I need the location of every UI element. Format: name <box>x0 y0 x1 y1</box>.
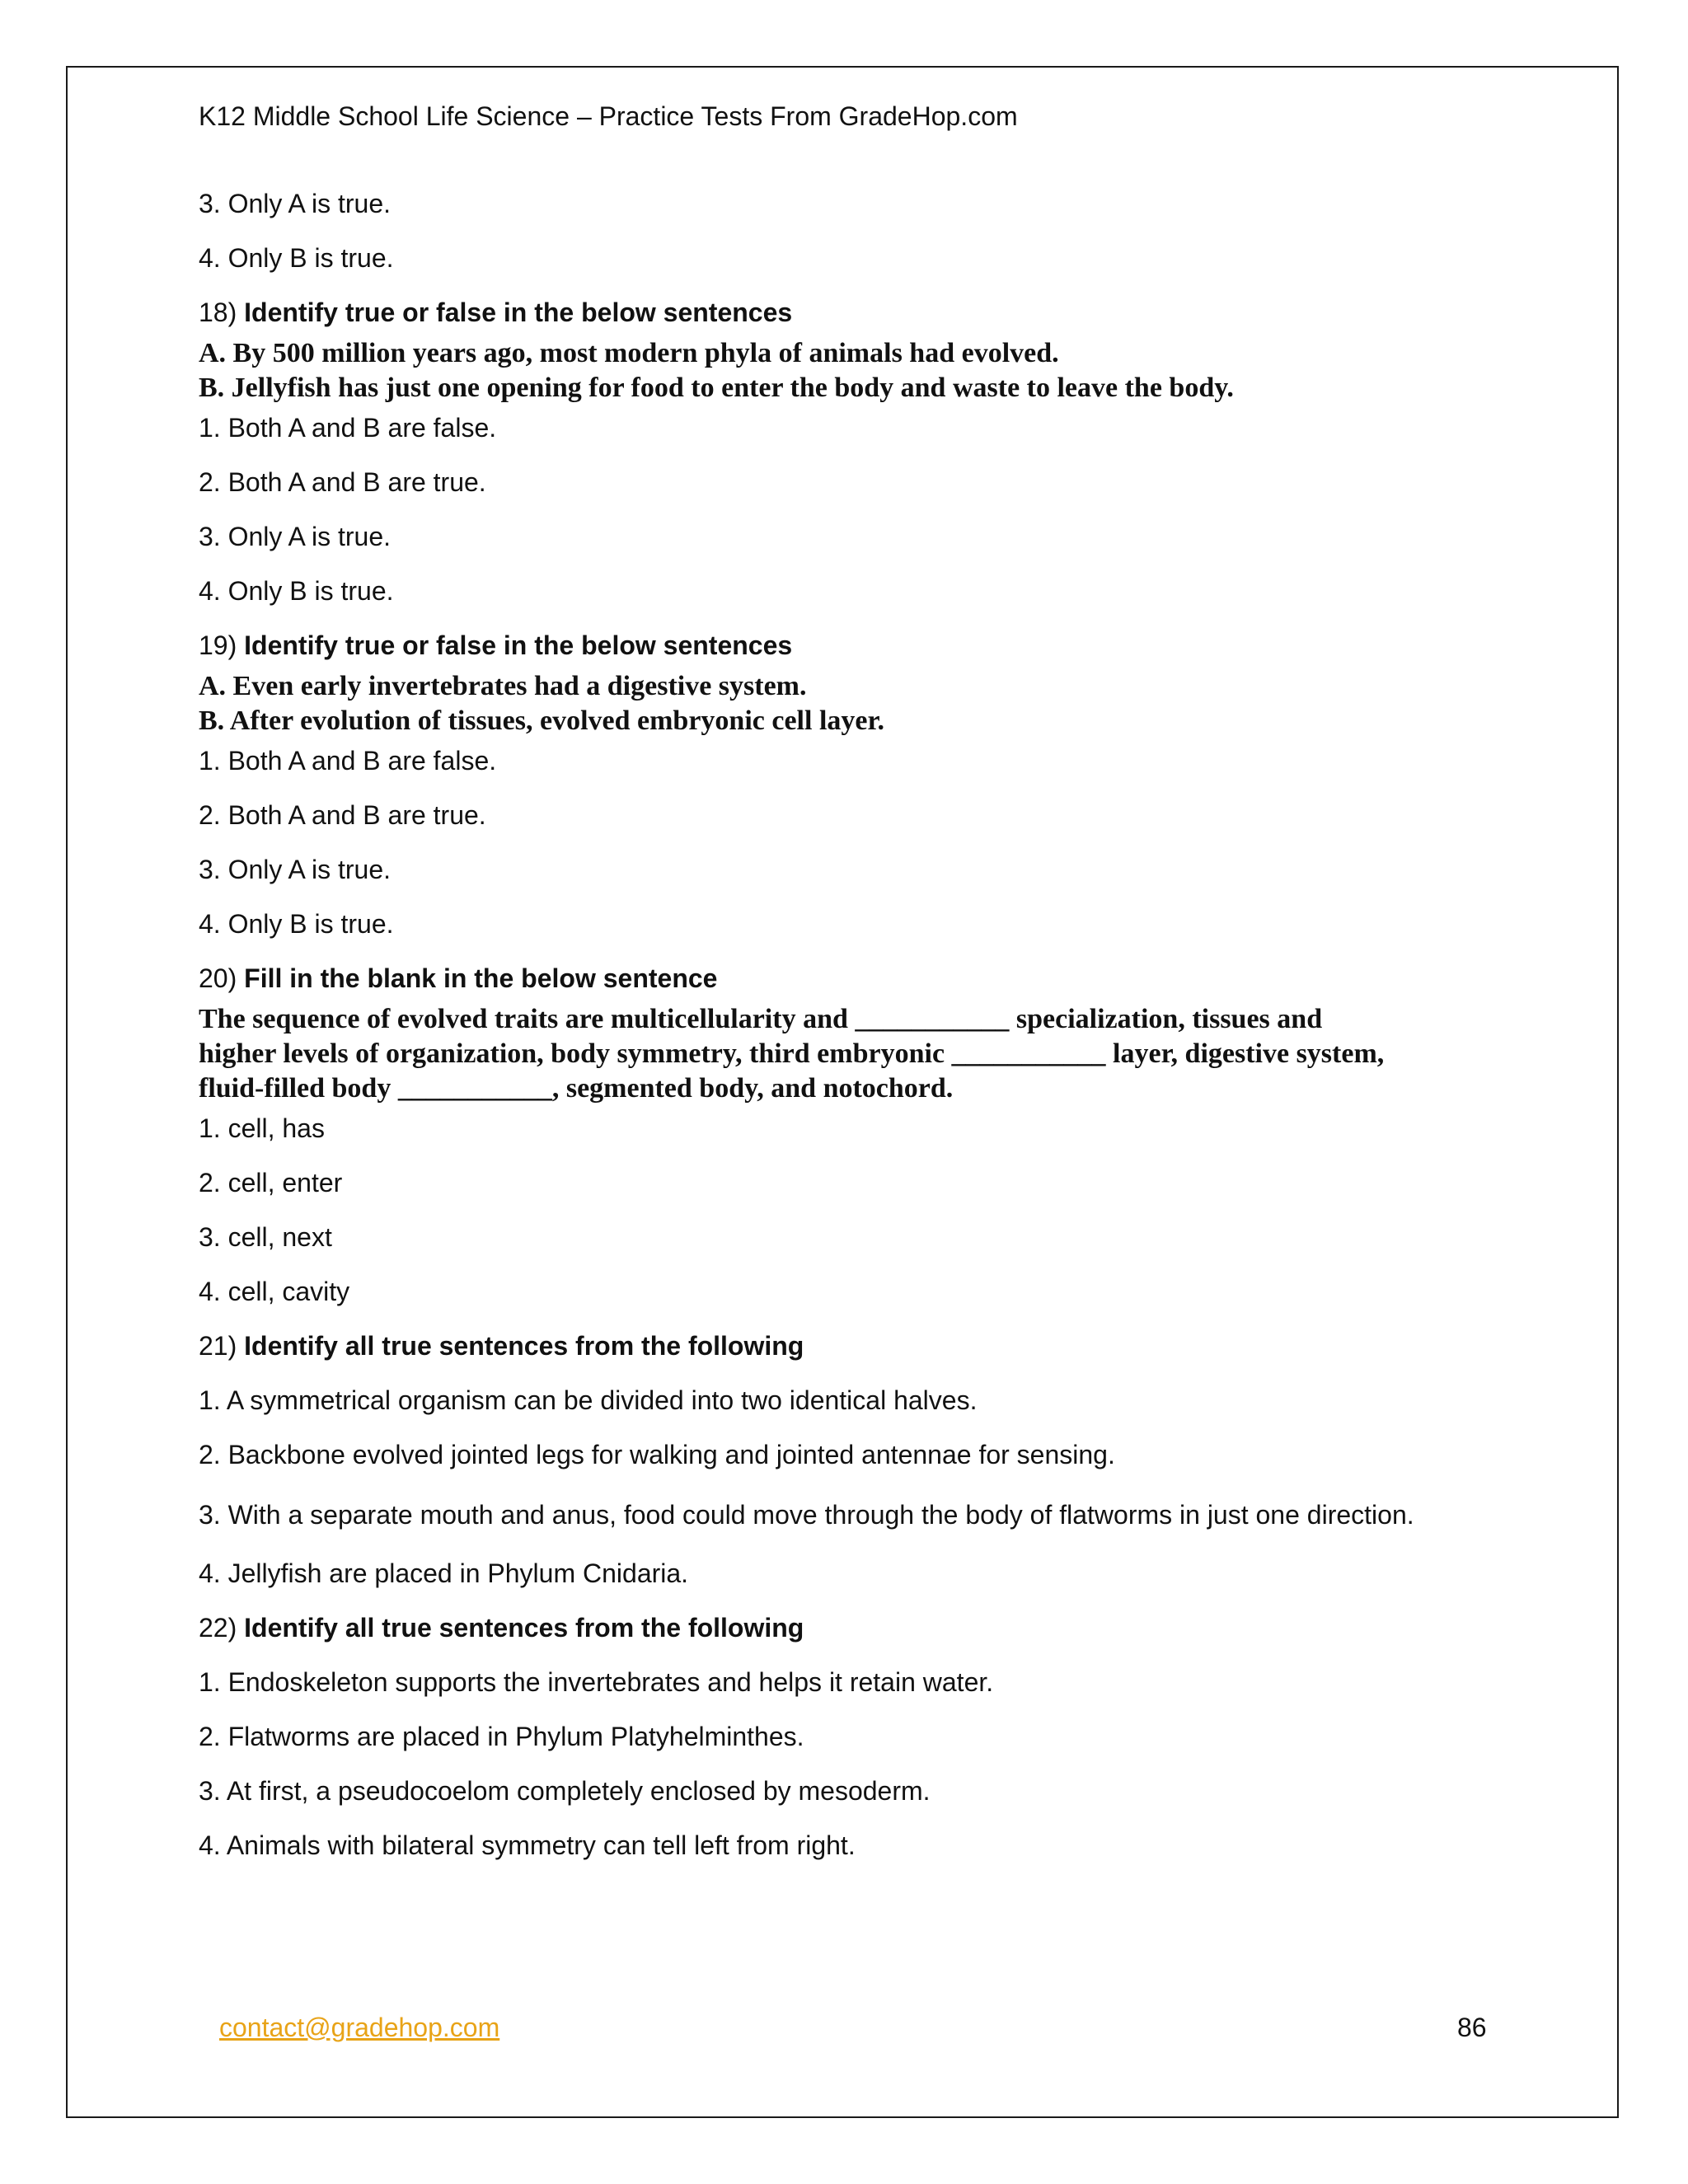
question-prompt: Fill in the blank in the below sentence <box>244 963 718 993</box>
page-number: 86 <box>1457 2013 1487 2042</box>
answer-option: 1. Endoskeleton supports the invertebrates and helps it retain water. <box>199 1667 994 1697</box>
answer-option: 3. Only A is true. <box>199 855 391 884</box>
answer-option: 2. cell, enter <box>199 1168 343 1197</box>
question-20 <box>199 961 1501 1309</box>
statements <box>199 669 1501 738</box>
question-number: 20) <box>199 963 237 993</box>
answer-option: 4. Jellyfish are placed in Phylum Cnidaria. <box>199 1558 689 1588</box>
answer-option: 3. Only A is true. <box>199 189 391 218</box>
answer-option: 3. At first, a pseudocoelom completely enclosed by mesoderm. <box>199 1776 931 1806</box>
page-header: K12 Middle School Life Science – Practice Tests From GradeHop.com <box>199 101 1018 131</box>
statement: B. After evolution of tissues, evolved embryonic cell layer. <box>199 705 884 736</box>
question-21 <box>199 1329 1501 1591</box>
question-number: 18) <box>199 298 237 327</box>
answer-option: 3. With a separate mouth and anus, food could move through the body of flatworms in just one direction. <box>199 1500 1414 1530</box>
answer-option: 2. Flatworms are placed in Phylum Platyhelminthes. <box>199 1722 804 1751</box>
question-22 <box>199 1610 1501 1863</box>
statement: fluid-filled body ___________, segmented body, and notochord. <box>199 1073 954 1104</box>
statement: higher levels of organization, body symmetry, third embryonic ___________ layer, digestive system, <box>199 1038 1385 1069</box>
answer-option: 4. Only B is true. <box>199 909 394 939</box>
statement: B. Jellyfish has just one opening for food to enter the body and waste to leave the body. <box>199 373 1234 403</box>
answer-option: 3. Only A is true. <box>199 522 391 551</box>
answer-option: 4. cell, cavity <box>199 1277 350 1306</box>
answer-option: 1. A symmetrical organism can be divided into two identical halves. <box>199 1385 978 1415</box>
question-prompt: Identify all true sentences from the following <box>244 1331 804 1361</box>
question-heading <box>199 1610 1501 1645</box>
answer-option: 2. Both A and B are true. <box>199 467 486 497</box>
carryover-options <box>199 186 1501 275</box>
question-heading <box>199 628 1501 663</box>
question-prompt: Identify true or false in the below sentences <box>244 298 793 327</box>
footer-email-link[interactable]: contact@gradehop.com <box>219 2013 500 2042</box>
answer-option: 4. Only B is true. <box>199 576 394 606</box>
answer-option: 1. cell, has <box>199 1113 325 1143</box>
answer-option: 1. Both A and B are false. <box>199 746 497 776</box>
answer-option: 2. Backbone evolved jointed legs for walking and jointed antennae for sensing. <box>199 1440 1115 1469</box>
question-heading <box>199 295 1501 330</box>
statement: The sequence of evolved traits are multicellularity and ___________ specialization, tissues and <box>199 1004 1323 1034</box>
question-number: 22) <box>199 1613 237 1643</box>
statement: A. By 500 million years ago, most modern phyla of animals had evolved. <box>199 338 1059 368</box>
answer-option: 4. Animals with bilateral symmetry can tell left from right. <box>199 1830 856 1860</box>
question-prompt: Identify true or false in the below sentences <box>244 630 793 660</box>
question-prompt: Identify all true sentences from the following <box>244 1613 804 1643</box>
statements <box>199 336 1501 405</box>
question-18 <box>199 295 1501 608</box>
answer-option: 3. cell, next <box>199 1222 332 1252</box>
question-number: 21) <box>199 1331 237 1361</box>
answer-option: 1. Both A and B are false. <box>199 413 497 443</box>
answer-option: 4. Only B is true. <box>199 243 394 273</box>
answer-option: 2. Both A and B are true. <box>199 800 486 830</box>
page-content <box>199 99 1501 1882</box>
statement: A. Even early invertebrates had a digestive system. <box>199 671 807 701</box>
question-heading <box>199 961 1501 996</box>
statements <box>199 1002 1501 1106</box>
question-heading <box>199 1329 1501 1363</box>
question-19 <box>199 628 1501 941</box>
question-number: 19) <box>199 630 237 660</box>
